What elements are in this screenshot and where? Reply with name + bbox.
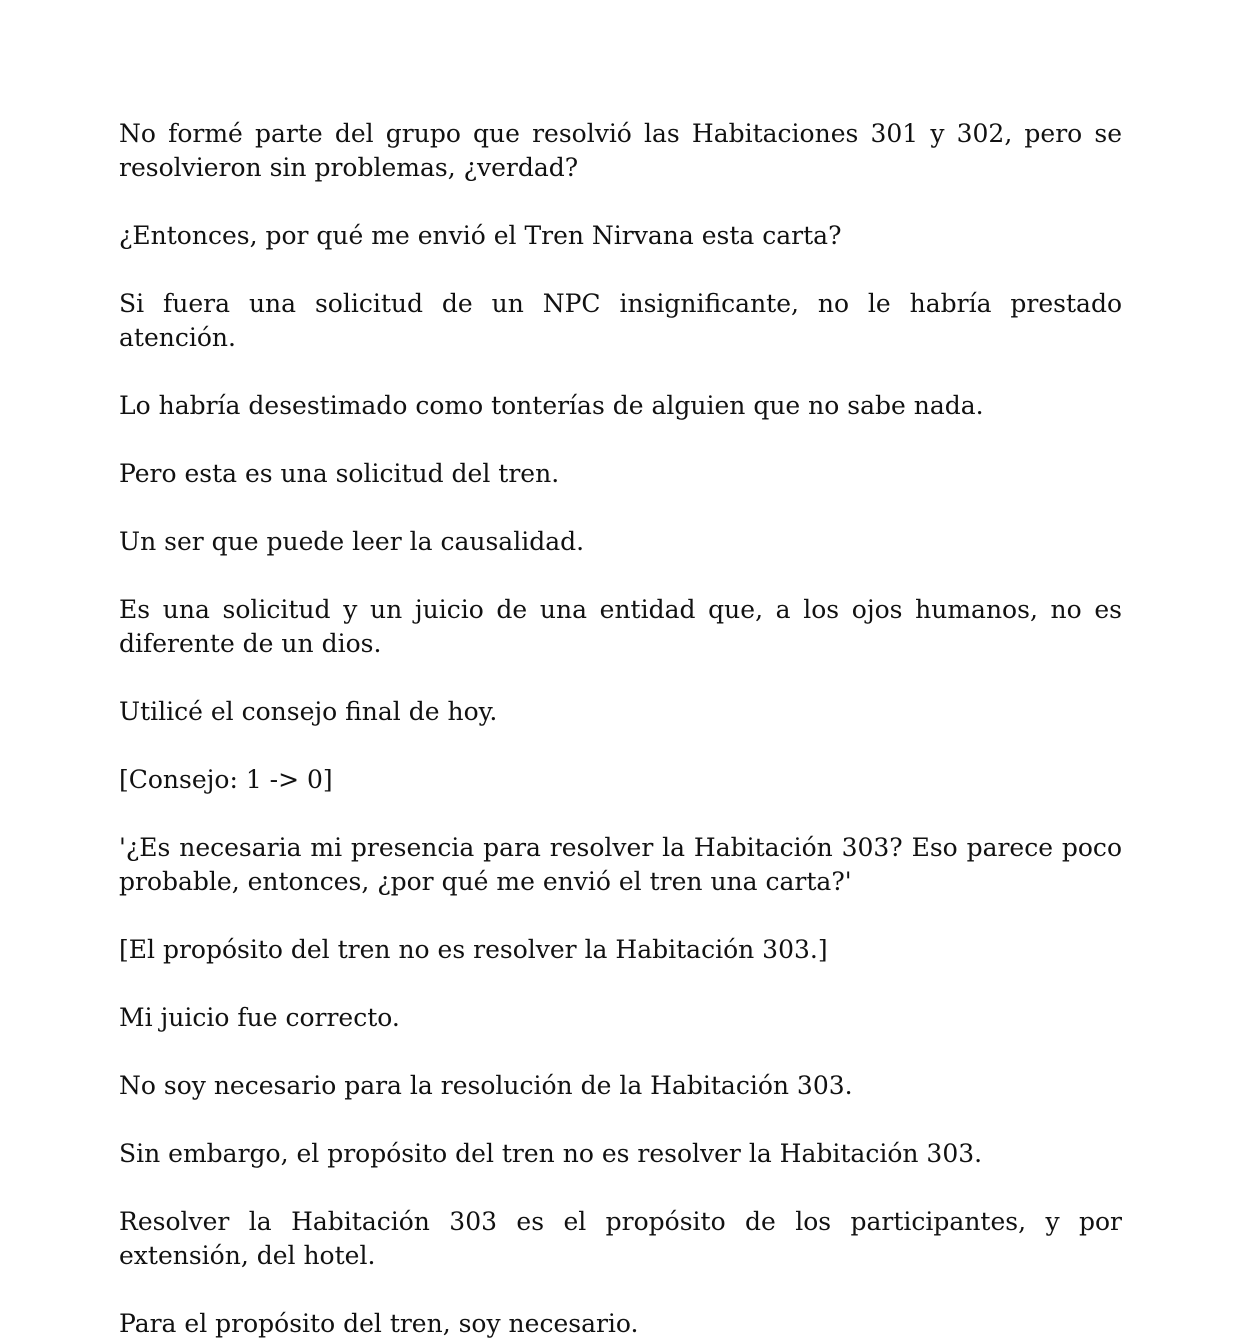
paragraph: Utilicé el consejo final de hoy.	[119, 697, 498, 726]
paragraph: Si fuera una solicitud de un NPC insignificante, no le habría prestado atención.	[119, 289, 1122, 352]
paragraph: Sin embargo, el propósito del tren no es resolver la Habitación 303.	[119, 1139, 983, 1168]
paragraph: [Consejo: 1 -> 0]	[119, 765, 333, 794]
paragraph: No soy necesario para la resolución de la Habitación 303.	[119, 1071, 853, 1100]
paragraph: Lo habría desestimado como tonterías de alguien que no sabe nada.	[119, 391, 984, 420]
paragraph: [El propósito del tren no es resolver la Habitación 303.]	[119, 935, 828, 964]
paragraph: Es una solicitud y un juicio de una entidad que, a los ojos humanos, no es diferente de un dios.	[119, 595, 1122, 658]
paragraph: Mi juicio fue correcto.	[119, 1003, 400, 1032]
paragraph: Resolver la Habitación 303 es el propósito de los participantes, y por extensión, del hotel.	[119, 1207, 1122, 1270]
paragraph: '¿Es necesaria mi presencia para resolver la Habitación 303? Eso parece poco probable, entonces, ¿por qué me envió el tren una carta?'	[119, 833, 1122, 896]
paragraph: ¿Entonces, por qué me envió el Tren Nirvana esta carta?	[119, 221, 842, 250]
document-page	[119, 117, 1122, 1341]
paragraph: Un ser que puede leer la causalidad.	[119, 527, 585, 556]
paragraph: No formé parte del grupo que resolvió las Habitaciones 301 y 302, pero se resolvieron sin problemas, ¿verdad?	[119, 119, 1122, 182]
paragraph: Pero esta es una solicitud del tren.	[119, 459, 560, 488]
paragraph: Para el propósito del tren, soy necesario.	[119, 1309, 639, 1338]
